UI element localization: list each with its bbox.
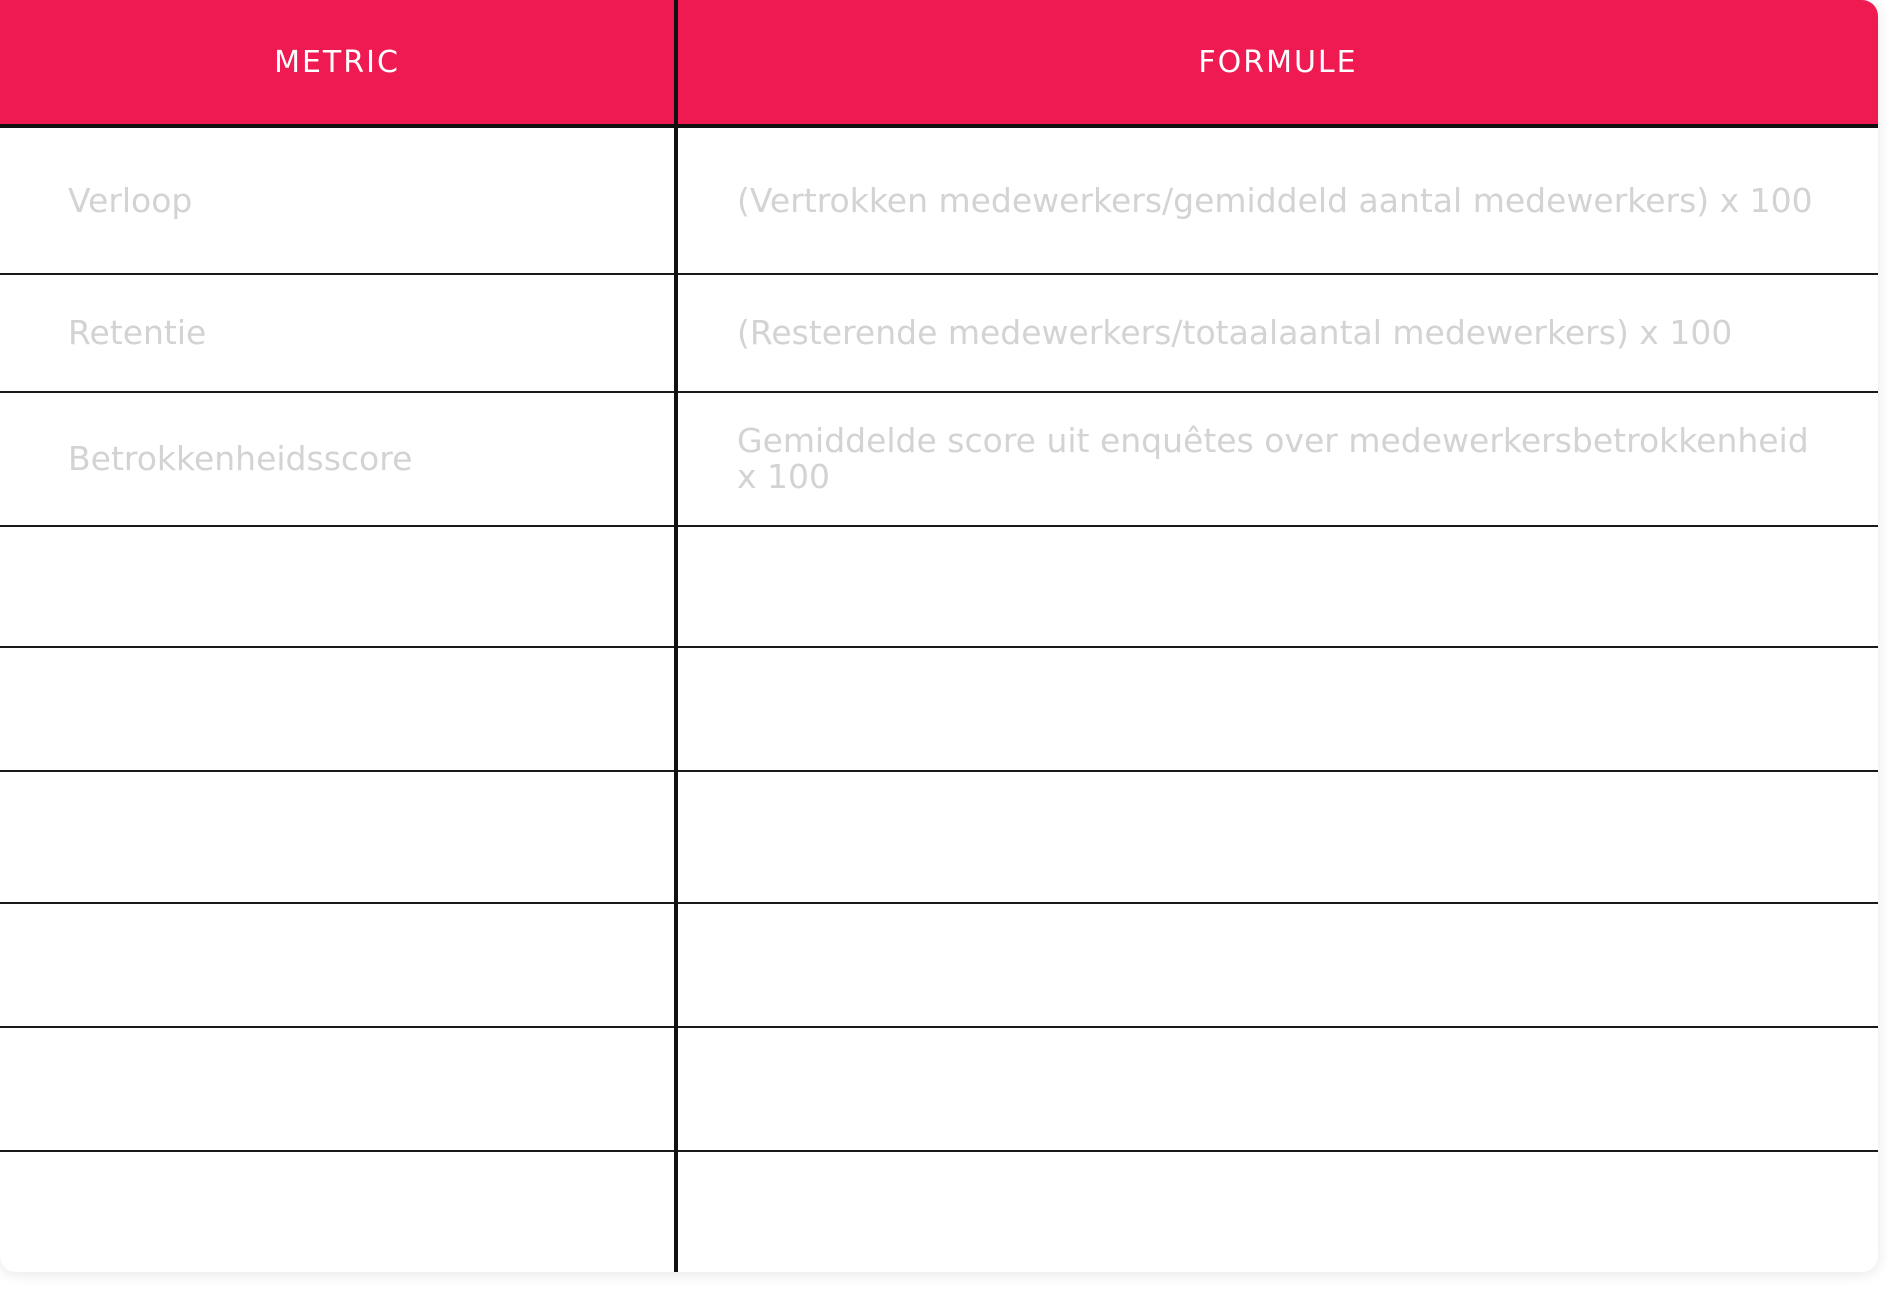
metric-cell: Betrokkenheidsscore <box>68 439 413 478</box>
metric-cell <box>0 904 674 1026</box>
table-body <box>0 128 1878 1272</box>
table-row <box>0 772 1878 904</box>
header-formule: FORMULE <box>1198 44 1358 80</box>
formule-cell <box>678 904 1878 1026</box>
metric-cell <box>0 1152 674 1272</box>
formule-cell <box>678 1152 1878 1272</box>
metric-cell: Retentie <box>68 313 207 352</box>
table-row <box>0 648 1878 772</box>
table-row <box>0 1028 1878 1152</box>
metric-cell <box>0 1028 674 1150</box>
metric-cell <box>0 648 674 770</box>
table-row <box>0 393 1878 527</box>
table-row <box>0 527 1878 648</box>
formule-cell: Gemiddelde score uit enquêtes over medewerkersbetrokkenheid x 100 <box>737 421 1809 496</box>
formule-cell <box>678 527 1878 646</box>
metric-cell <box>0 772 674 902</box>
table-row <box>0 128 1878 275</box>
column-divider <box>674 0 678 1272</box>
table-header <box>0 0 1878 128</box>
metric-cell: Verloop <box>68 180 193 220</box>
header-metric: METRIC <box>274 44 400 80</box>
formule-cell <box>678 1028 1878 1150</box>
formule-cell: (Vertrokken medewerkers/gemiddeld aantal medewerkers) x 100 <box>737 180 1813 220</box>
formule-cell: (Resterende medewerkers/totaalaantal medewerkers) x 100 <box>737 313 1733 352</box>
formule-cell <box>678 648 1878 770</box>
table-row <box>0 275 1878 393</box>
metric-cell <box>0 527 674 646</box>
formule-cell <box>678 772 1878 902</box>
table-row <box>0 904 1878 1028</box>
table-row <box>0 1152 1878 1272</box>
